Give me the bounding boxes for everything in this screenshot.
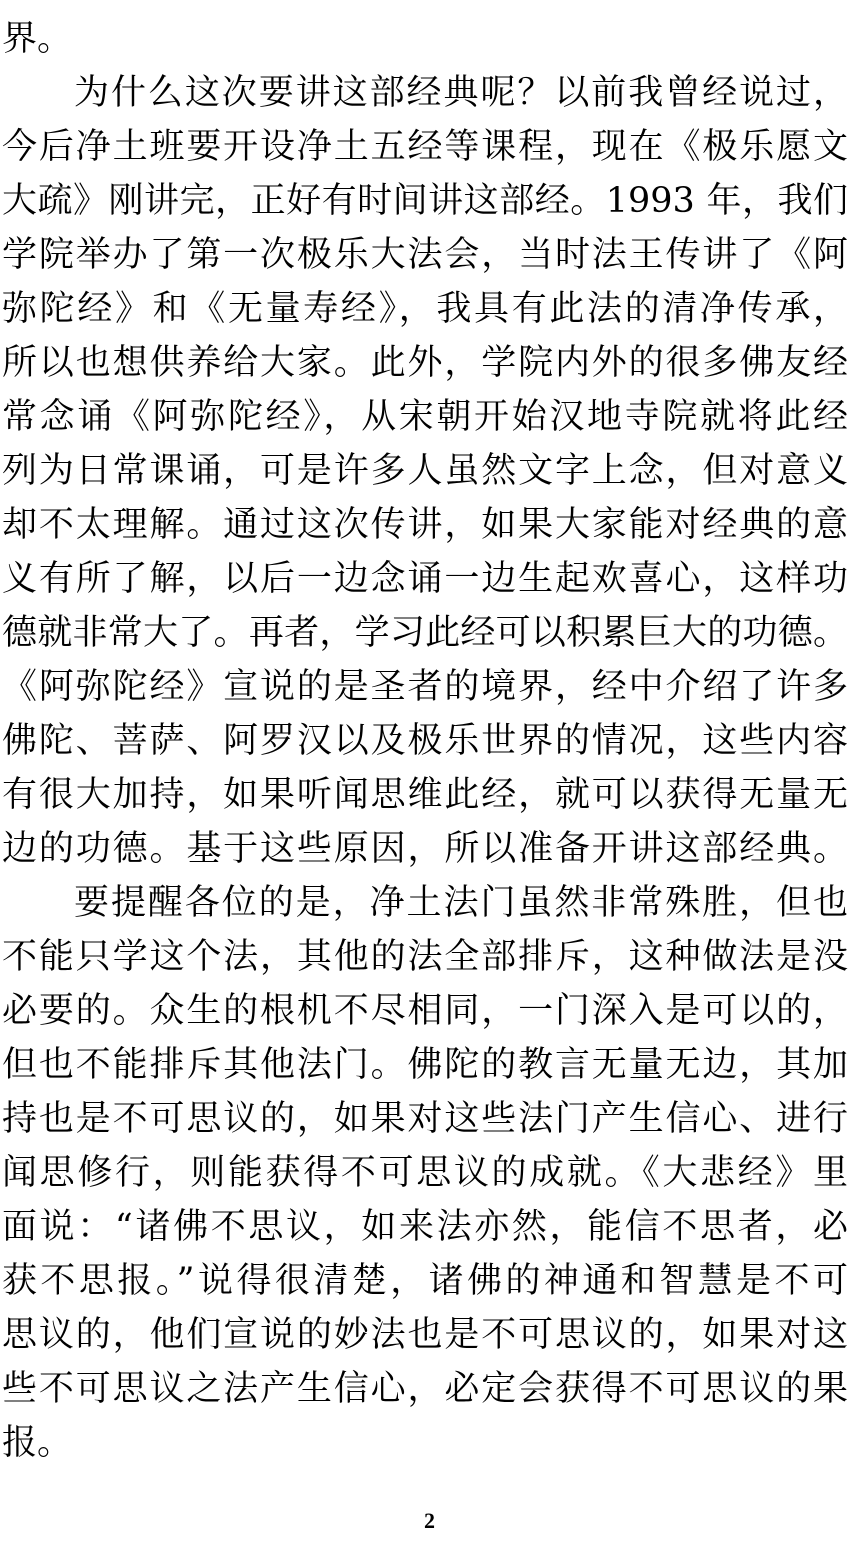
page-number: 2 (424, 1508, 435, 1533)
text-line: 列为日常课诵，可是许多人虽然文字上念，但对意义 (2, 451, 848, 491)
text-line: 今后净土班要开设净土五经等课程，现在《极乐愿文 (2, 127, 848, 167)
text-line: 学院举办了第一次极乐大法会，当时法王传讲了《阿 (2, 235, 848, 275)
paragraph-first-line: 要提醒各位的是，净土法门虽然非常殊胜，但也 (74, 883, 848, 923)
text-line: 不能只学这个法，其他的法全部排斥，这种做法是没 (2, 937, 848, 977)
text-line: 所以也想供养给大家。此外，学院内外的很多佛友经 (2, 343, 848, 383)
text-line: 边的功德。基于这些原因，所以准备开讲这部经典。 (2, 829, 848, 869)
text-line: 却不太理解。通过这次传讲，如果大家能对经典的意 (2, 505, 848, 545)
text-line: 义有所了解，以后一边念诵一边生起欢喜心，这样功 (2, 559, 848, 599)
text-line: 界。 (2, 19, 73, 59)
text-line: 些不可思议之法产生信心，必定会获得不可思议的果 (2, 1369, 848, 1409)
text-line: 报。 (2, 1423, 73, 1463)
text-line: 面说：“诸佛不思议，如来法亦然，能信不思者，必 (2, 1207, 848, 1247)
text-line: 持也是不可思议的，如果对这些法门产生信心、进行 (2, 1099, 848, 1139)
text-line: 德就非常大了。再者，学习此经可以积累巨大的功德。 (2, 613, 848, 653)
text-line: 闻思修行，则能获得不可思议的成就。《大悲经》里 (2, 1153, 848, 1193)
text-line: 获不思报。”说得很清楚，诸佛的神通和智慧是不可 (2, 1261, 848, 1301)
text-line: 思议的，他们宣说的妙法也是不可思议的，如果对这 (2, 1315, 848, 1355)
text-line: 弥陀经》和《无量寿经》，我具有此法的清净传承， (2, 289, 848, 329)
text-line: 佛陀、菩萨、阿罗汉以及极乐世界的情况，这些内容 (2, 721, 848, 761)
text-line: 有很大加持，如果听闻思维此经，就可以获得无量无 (2, 775, 848, 815)
text-line: 《阿弥陀经》宣说的是圣者的境界，经中介绍了许多 (2, 667, 848, 707)
text-line: 常念诵《阿弥陀经》，从宋朝开始汉地寺院就将此经 (2, 397, 848, 437)
paragraph-first-line: 为什么这次要讲这部经典呢？以前我曾经说过， (74, 73, 848, 113)
text-line: 但也不能排斥其他法门。佛陀的教言无量无边，其加 (2, 1045, 848, 1085)
text-line: 大疏》刚讲完，正好有时间讲这部经。1993 年，我们 (2, 181, 848, 221)
text-line: 必要的。众生的根机不尽相同，一门深入是可以的， (2, 991, 848, 1031)
